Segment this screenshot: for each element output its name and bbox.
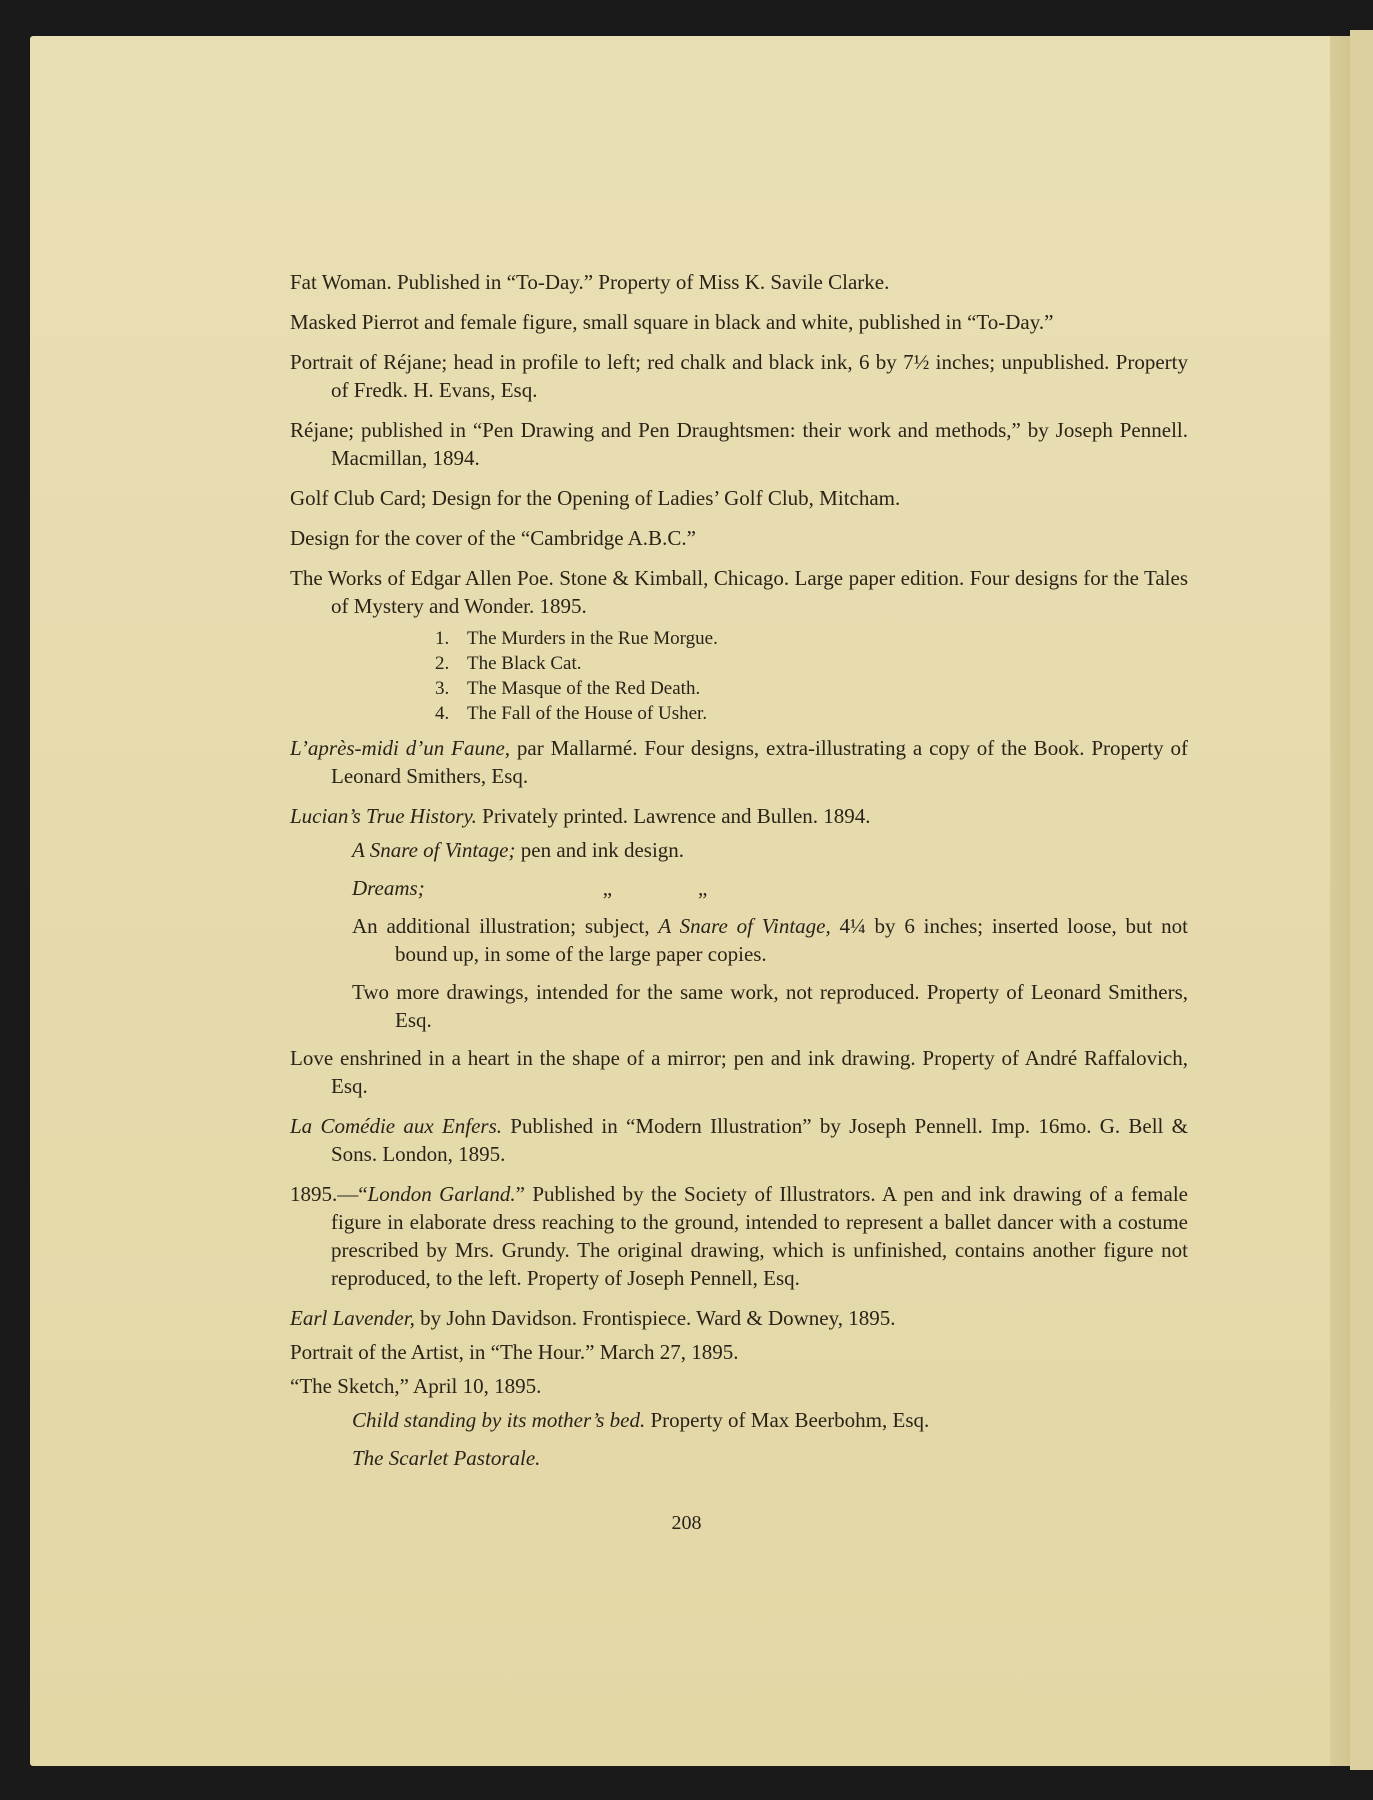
entry-title: Lucian’s True History. xyxy=(290,804,477,828)
text-block xyxy=(290,268,1188,1482)
entry-lucian: Lucian’s True History. Privately printed. Lawrence and Bullen. 1894. xyxy=(290,804,871,828)
entry-title: London Garland. xyxy=(367,1182,516,1206)
ditto-mark: „ xyxy=(698,876,708,900)
sketch-sub-child: Child standing by its mother’s bed. Property of Max Beerbohm, Esq. xyxy=(352,1408,930,1432)
entry-golf-club-card: Golf Club Card; Design for the Opening of Ladies’ Golf Club, Mitcham. xyxy=(290,486,901,510)
adjacent-page-edge xyxy=(1350,30,1373,1770)
entry-title: L’après-midi d’un Faune, xyxy=(290,736,511,760)
entry-title: La Comédie aux Enfers. xyxy=(290,1114,503,1138)
lucian-sub-additional: An additional illustration; subject, A Snare of Vintage, 4¼ by 6 inches; inserted loose, but not bound up, in some of the large paper copies. xyxy=(352,914,1188,966)
entry-portrait-rejane: Portrait of Réjane; head in profile to left; red chalk and black ink, 6 by 7½ inches; unpublished. Property of Fredk. H. Evans, Esq. xyxy=(290,350,1188,402)
entry-love-enshrined: Love enshrined in a heart in the shape of a mirror; pen and ink drawing. Property of André Raffalovich, Esq. xyxy=(290,1046,1188,1098)
entry-portrait-artist: Portrait of the Artist, in “The Hour.” March 27, 1895. xyxy=(290,1340,739,1364)
entry-cambridge-abc: Design for the cover of the “Cambridge A.B.C.” xyxy=(290,526,696,550)
page-number: 208 xyxy=(671,1512,702,1534)
poe-designs-list xyxy=(290,626,1188,726)
lucian-sub-dreams: Dreams; „ „ xyxy=(352,876,708,900)
ditto-mark: „ xyxy=(602,876,613,900)
lucian-sub-snare: A Snare of Vintage; pen and ink design. xyxy=(352,838,685,862)
entry-poe-works: The Works of Edgar Allen Poe. Stone & Kimball, Chicago. Large paper edition. Four designs for the Tales of Mystery and Wonder. 1895. xyxy=(290,566,1188,618)
list-item: 3. The Masque of the Red Death. xyxy=(435,678,701,699)
lucian-sub-two-more: Two more drawings, intended for the same work, not reproduced. Property of Leonard Smithers, Esq. xyxy=(352,980,1188,1032)
entry-fat-woman: Fat Woman. Published in “To-Day.” Property of Miss K. Savile Clarke. xyxy=(290,270,890,294)
entry-apres-midi: L’après-midi d’un Faune, par Mallarmé. Four designs, extra-illustrating a copy of the Book. Property of Leonard Smithers, Esq. xyxy=(290,736,1189,788)
sketch-sub-scarlet: The Scarlet Pastorale. xyxy=(352,1446,541,1470)
entry-london-garland: 1895.—“London Garland.” Published by the Society of Illustrators. A pen and ink drawing of a female figure in elaborate dress reaching to the ground, intended to represent a ballet dancer with a costume prescribed by Mrs. Grundy. The original drawing, which is unfinished, contains another figure not reproduced, to the left. Property of Joseph Pennell, Esq. xyxy=(290,1182,1188,1290)
list-item: 2. The Black Cat. xyxy=(435,653,582,674)
list-item: 4. The Fall of the House of Usher. xyxy=(435,703,708,724)
list-item: 1. The Murders in the Rue Morgue. xyxy=(435,628,718,649)
entry-masked-pierrot: Masked Pierrot and female figure, small square in black and white, published in “To-Day.” xyxy=(290,310,1054,334)
entry-sketch: “The Sketch,” April 10, 1895. xyxy=(290,1374,542,1398)
entry-title: Earl Lavender, xyxy=(290,1306,415,1330)
entry-rejane: Réjane; published in “Pen Drawing and Pen Draughtsmen: their work and methods,” by Joseph Pennell. Macmillan, 1894. xyxy=(290,418,1188,470)
entry-earl-lavender: Earl Lavender, by John Davidson. Frontispiece. Ward & Downey, 1895. xyxy=(290,1306,896,1330)
entry-comedie: La Comédie aux Enfers. Published in “Modern Illustration” by Joseph Pennell. Imp. 16mo. G. Bell & Sons. London, 1895. xyxy=(290,1114,1188,1166)
